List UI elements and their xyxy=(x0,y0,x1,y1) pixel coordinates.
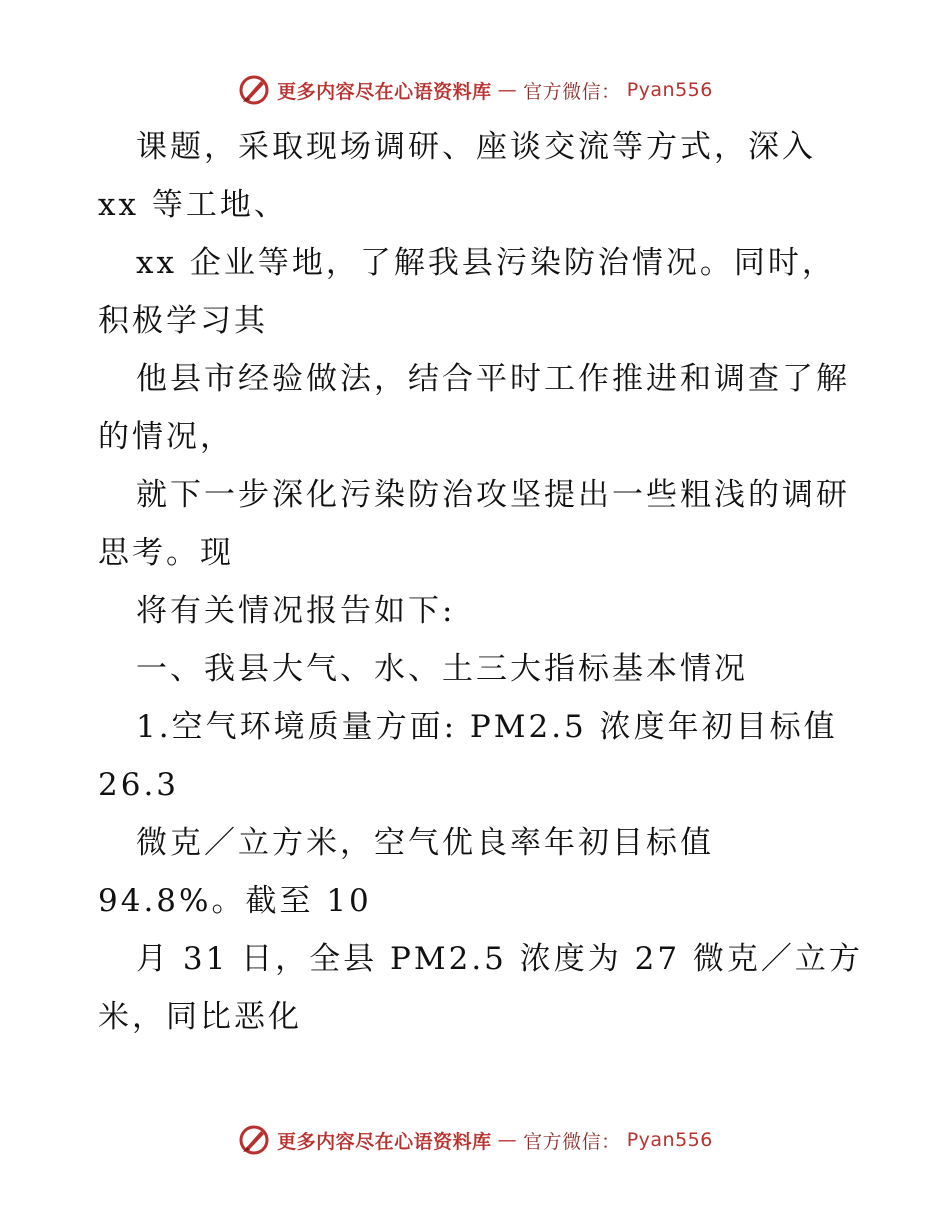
paragraph-line: xx 企业等地，了解我县污染防治情况。同时， xyxy=(136,245,836,281)
paragraph-line: 94.8%。截至 10 xyxy=(98,883,372,919)
paragraph-line: 的情况， xyxy=(98,419,234,455)
paragraph-line: 就下一步深化污染防治攻坚提出一些粗浅的调研 xyxy=(136,477,850,513)
document-body xyxy=(98,118,863,1046)
paragraph-line: 积极学习其 xyxy=(98,303,268,339)
paragraph-line: 他县市经验做法，结合平时工作推进和调查了解 xyxy=(136,361,850,397)
section-heading: 一、我县大气、水、土三大指标基本情况 xyxy=(136,651,748,687)
paragraph-line: 课题，采取现场调研、座谈交流等方式，深入 xyxy=(136,129,816,165)
paragraph-line: 月 31 日，全县 PM2.5 浓度为 27 微克／立方 xyxy=(136,941,863,977)
paragraph-line: 26.3 xyxy=(98,767,180,803)
banner-wechat-id: Pyan556 xyxy=(626,79,713,101)
paragraph-line: xx 等工地、 xyxy=(98,187,288,223)
banner-dash: — xyxy=(497,1129,518,1151)
quill-pen-logo-icon xyxy=(237,1123,271,1157)
header-watermark-banner xyxy=(0,70,950,110)
paragraph-line: 微克／立方米，空气优良率年初目标值 xyxy=(136,825,714,861)
paragraph-line: 思考。现 xyxy=(98,535,234,571)
banner-wechat-id: Pyan556 xyxy=(626,1129,713,1151)
paragraph-line: 米，同比恶化 xyxy=(98,999,302,1035)
banner-wechat-label: 官方微信： xyxy=(523,80,621,103)
footer-watermark-banner xyxy=(0,1120,950,1160)
quill-pen-logo-icon xyxy=(237,73,271,107)
banner-dash: — xyxy=(497,79,518,101)
paragraph-line: 1.空气环境质量方面: PM2.5 浓度年初目标值 xyxy=(136,709,838,745)
banner-main-text: 更多内容尽在心语资料库 xyxy=(277,1130,492,1153)
banner-main-text: 更多内容尽在心语资料库 xyxy=(277,80,492,103)
paragraph-line: 将有关情况报告如下: xyxy=(136,593,456,629)
banner-wechat-label: 官方微信： xyxy=(523,1130,621,1153)
